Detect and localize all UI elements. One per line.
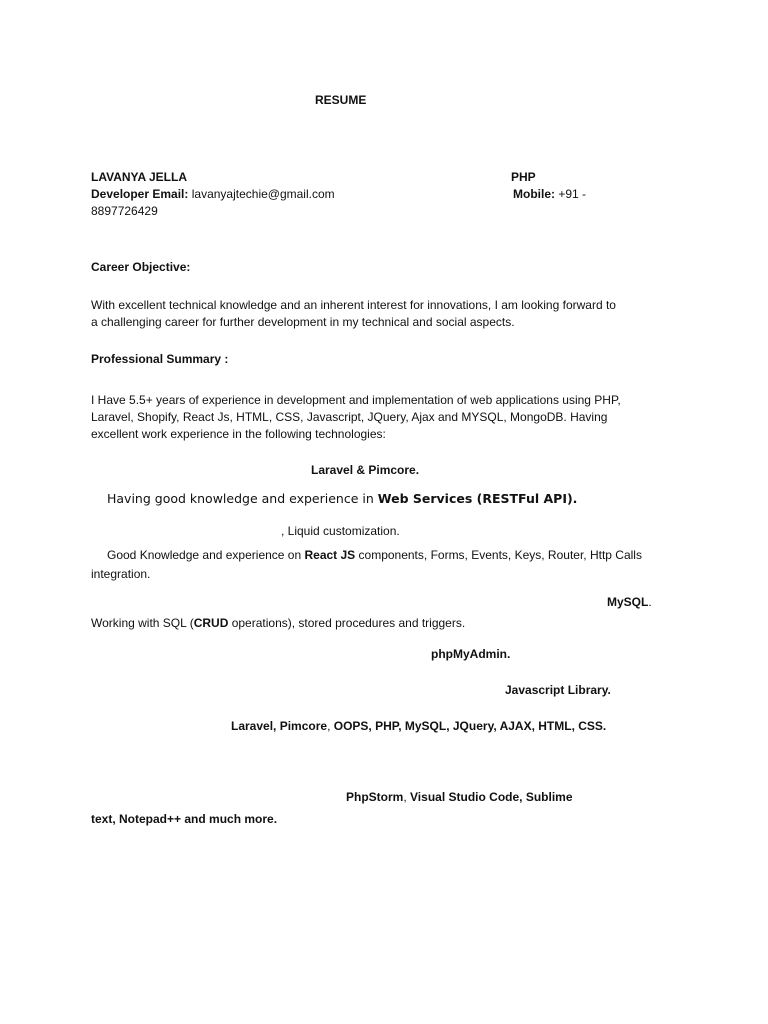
bullet-laravel-pimcore: Laravel & Pimcore.	[311, 463, 420, 477]
summary-line1: I Have 5.5+ years of experience in development and implementation of web applications using PHP,	[91, 393, 621, 407]
web-services-prefix: Having good knowledge and experience in	[107, 491, 378, 506]
sql-suffix: operations), stored procedures and triggers.	[228, 616, 466, 630]
bullet-mysql	[607, 594, 652, 611]
mobile-number: 8897726429	[91, 204, 158, 218]
bullet-skills	[231, 718, 606, 735]
tools-rest: Visual Studio Code, Sublime	[406, 790, 573, 804]
email-line	[91, 186, 335, 203]
bullet-tools	[346, 789, 573, 806]
email-value: lavanyajtechie@gmail.com	[191, 187, 335, 201]
tools-line2: text, Notepad++ and much more.	[91, 812, 278, 826]
professional-summary-heading: Professional Summary :	[91, 352, 229, 366]
react-suffix: components, Forms, Events, Keys, Router, Http Calls	[355, 548, 642, 562]
career-objective-line2: a challenging career for further development in my technical and social aspects.	[91, 315, 515, 329]
mobile-label: Mobile:	[513, 187, 555, 201]
tools-first: PhpStorm	[346, 790, 404, 804]
mobile-prefix: +91 -	[558, 187, 587, 201]
skills-rest: OOPS, PHP, MySQL, JQuery, AJAX, HTML, CSS.	[330, 719, 607, 733]
candidate-name: LAVANYA JELLA	[91, 170, 188, 184]
email-label: Email:	[152, 187, 189, 201]
career-objective-heading: Career Objective:	[91, 260, 191, 274]
bullet-sql	[91, 615, 465, 632]
career-objective-line1: With excellent technical knowledge and an inherent interest for innovations, I am looking forward to	[91, 298, 616, 312]
bullet-phpmyadmin: phpMyAdmin.	[431, 647, 511, 661]
sql-bold: CRUD	[193, 616, 229, 630]
tools-comma: ,	[403, 790, 407, 804]
mysql-dot: .	[648, 595, 652, 609]
react-line2: integration.	[91, 567, 151, 581]
web-services-bold: Web Services (RESTFul API).	[377, 491, 578, 506]
react-prefix: Good Knowledge and experience on	[107, 548, 305, 562]
bullet-js-library: Javascript Library.	[505, 683, 611, 697]
mobile-line	[513, 186, 586, 203]
summary-line2: Laravel, Shopify, React Js, HTML, CSS, Javascript, JQuery, Ajax and MYSQL, MongoDB. Having	[91, 410, 608, 424]
role-developer: Developer	[91, 187, 150, 201]
bullet-react	[107, 547, 642, 564]
sql-prefix: Working with SQL (	[91, 616, 194, 630]
resume-title: RESUME	[315, 93, 367, 107]
react-bold: React JS	[304, 548, 356, 562]
bullet-web-services	[107, 490, 577, 507]
skills-comma: ,	[327, 719, 331, 733]
mysql-bold: MySQL	[607, 595, 649, 609]
role-php: PHP	[511, 170, 536, 184]
summary-line3: excellent work experience in the following technologies:	[91, 427, 386, 441]
skills-first: Laravel, Pimcore	[231, 719, 328, 733]
bullet-liquid: , Liquid customization.	[281, 524, 400, 538]
